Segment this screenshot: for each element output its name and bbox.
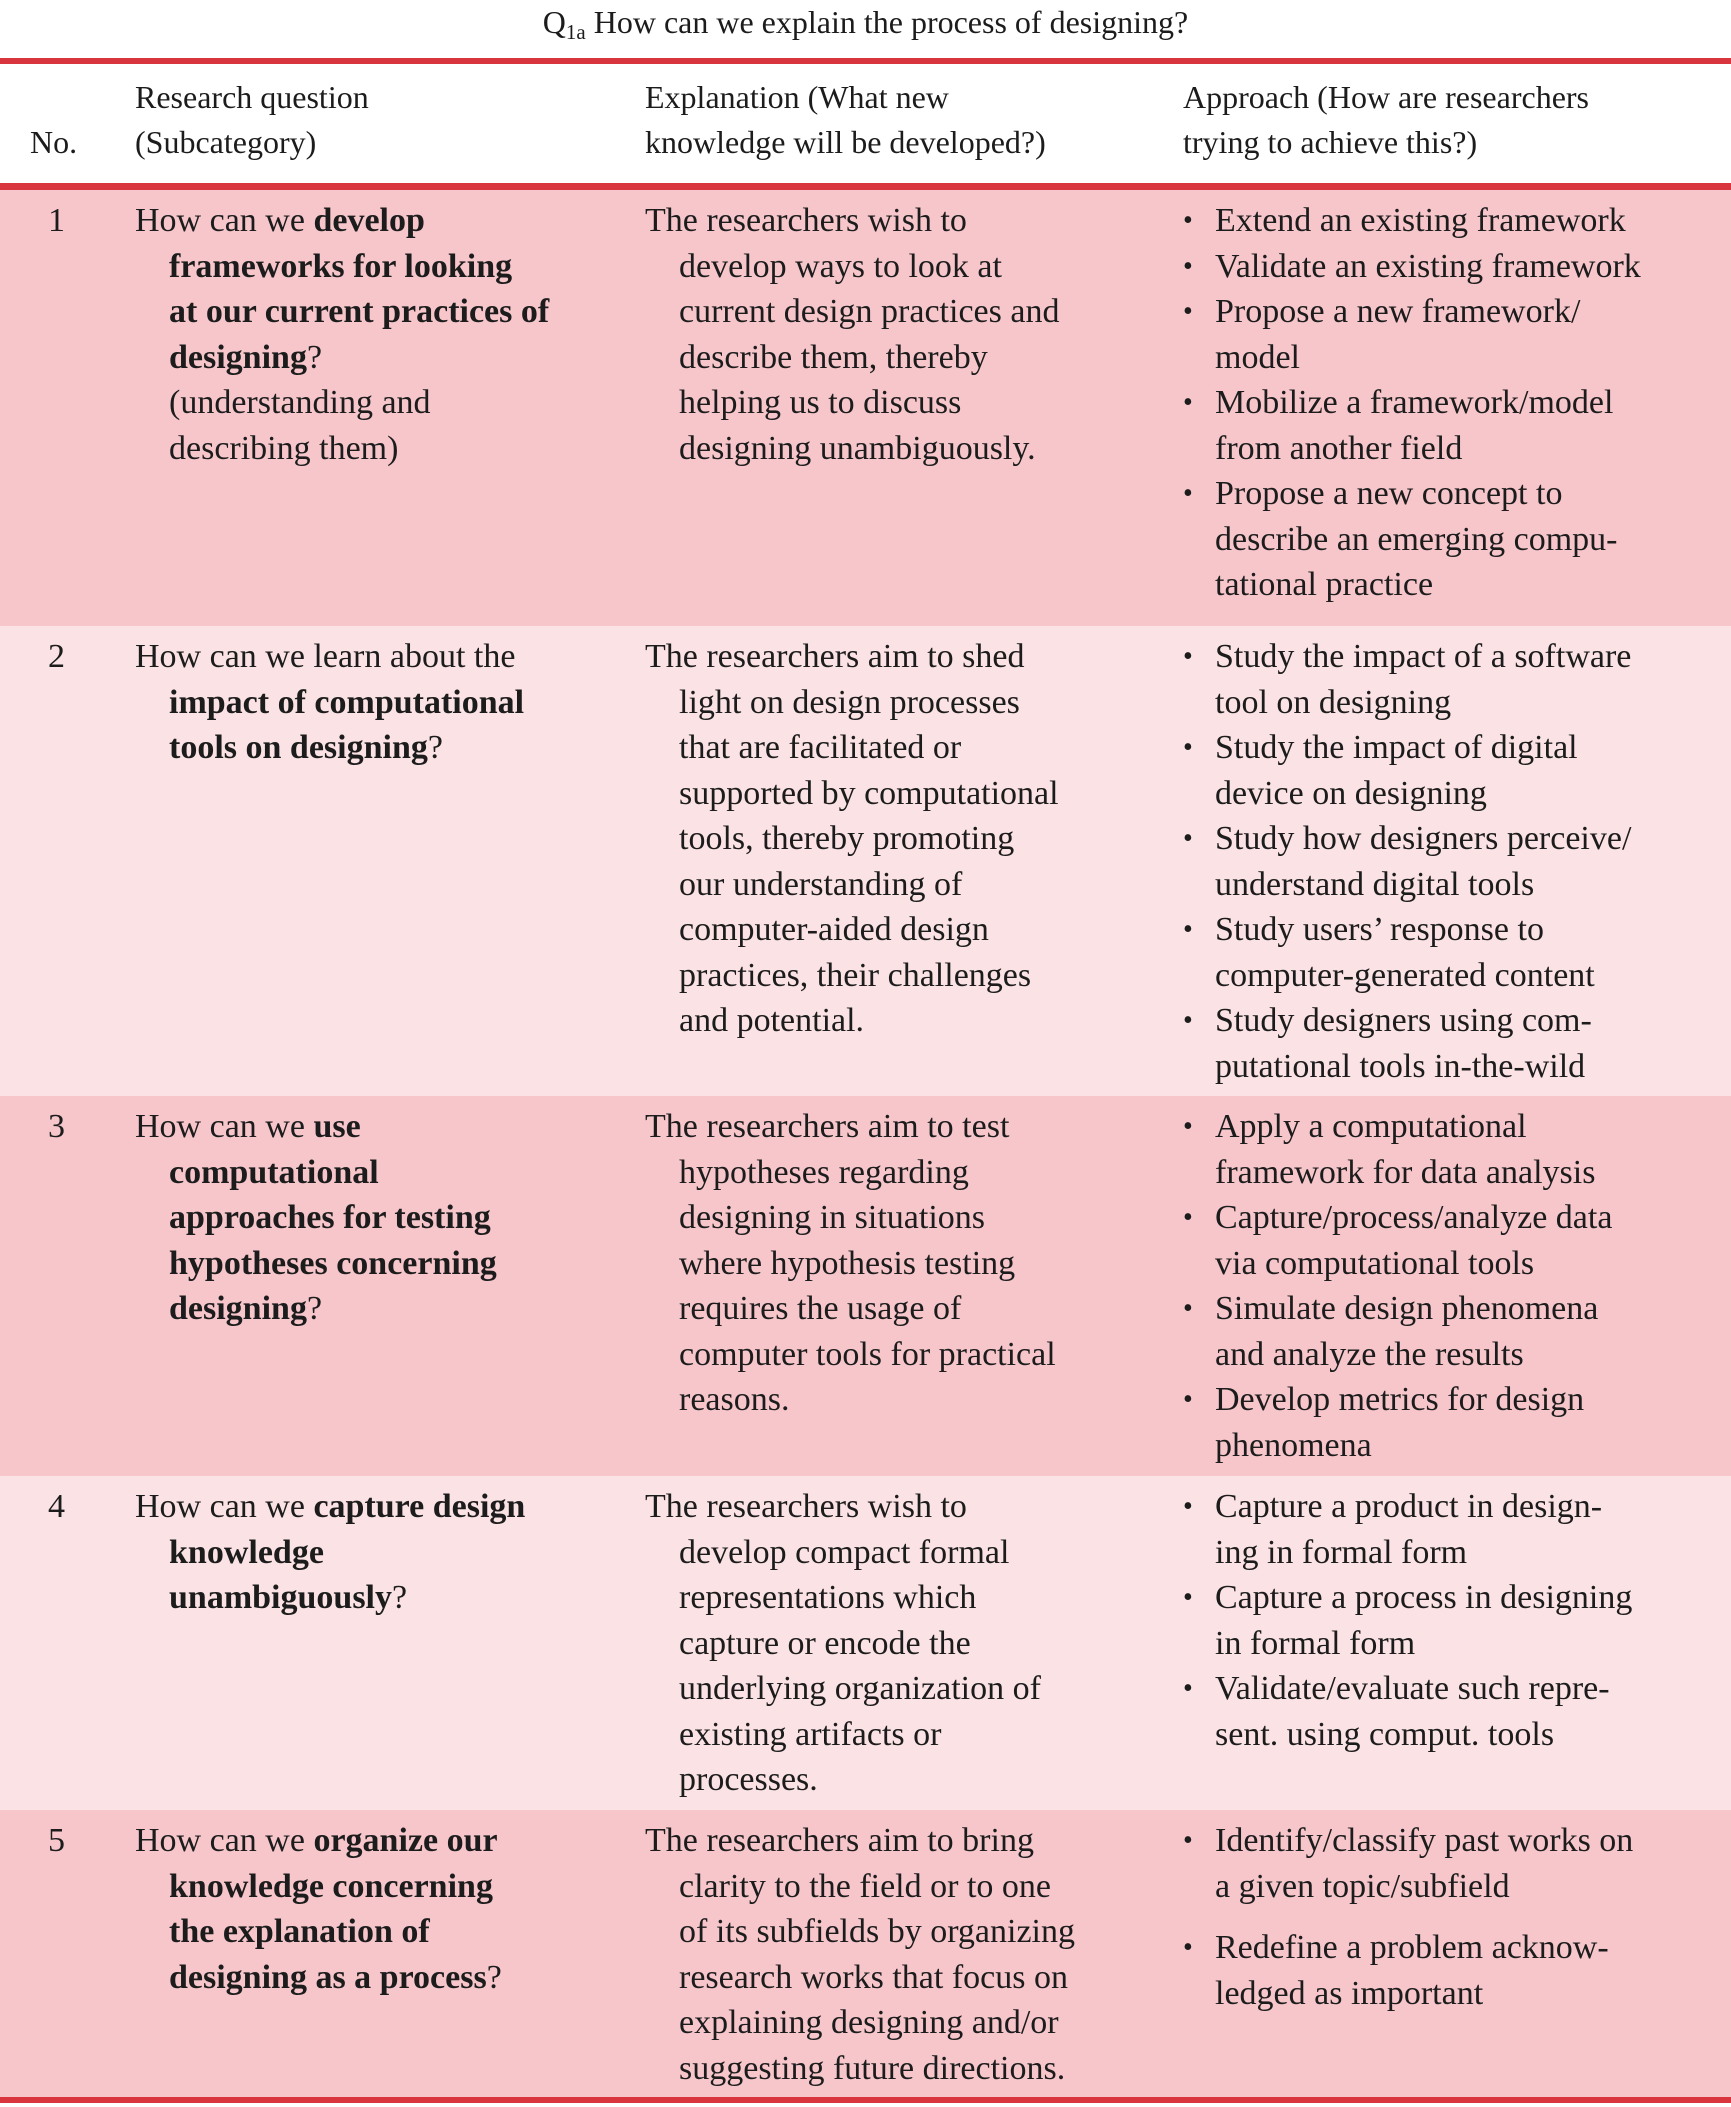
approach-line: Study how designers perceive/: [1215, 820, 1632, 857]
explanation: [645, 1818, 1165, 2091]
approach-item: [1183, 1484, 1723, 1575]
question-line: knowledge concerning: [169, 1867, 493, 1905]
approach-item: [1183, 907, 1723, 998]
table-row: [0, 1096, 1731, 1476]
explanation-line: The researchers wish to: [645, 1488, 967, 1525]
approach-line: putational tools in-the-wild: [1215, 1047, 1586, 1085]
question-line: designing?: [169, 1290, 323, 1327]
approach-item: [1183, 198, 1723, 244]
explanation-line: The researchers aim to shed: [645, 638, 1025, 675]
explanation-line: computer tools for practical: [679, 1335, 1056, 1373]
explanation-line: current design practices and: [679, 293, 1060, 330]
caption-prefix: Q: [542, 4, 566, 40]
explanation-line: processes.: [679, 1761, 818, 1798]
explanation-line: supported by computational: [679, 774, 1059, 812]
research-question: [135, 1104, 615, 1332]
header-question: [135, 75, 369, 165]
approach-line: ledged as important: [1215, 1974, 1484, 2012]
explanation-line: The researchers aim to test: [645, 1108, 1010, 1145]
explanation: [645, 198, 1165, 471]
explanation-line: suggesting future directions.: [679, 2049, 1066, 2087]
explanation-line: light on design processes: [679, 683, 1020, 721]
bullet-icon: •: [1183, 1384, 1193, 1415]
question-line: approaches for testing: [169, 1199, 491, 1236]
approach-list: [1183, 1484, 1723, 1757]
explanation-line: research works that focus on: [679, 1958, 1068, 1996]
bullet-icon: •: [1183, 1825, 1193, 1856]
question-line: How can we learn about the: [135, 638, 516, 675]
question-line: How can we use: [135, 1108, 361, 1145]
approach-item: [1183, 1286, 1723, 1377]
approach-list: [1183, 1818, 1723, 2016]
question-line: the explanation of: [169, 1913, 430, 1950]
bullet-icon: •: [1183, 914, 1193, 945]
approach-line: Capture a process in designing: [1215, 1579, 1633, 1616]
explanation-line: that are facilitated or: [679, 729, 962, 766]
header-question-line: Research question: [135, 79, 369, 115]
question-line: frameworks for looking: [169, 247, 513, 285]
approach-line: Apply a computational: [1215, 1108, 1527, 1145]
approach-line: Mobilize a framework/model: [1215, 384, 1614, 421]
research-question: [135, 198, 615, 471]
explanation-line: existing artifacts or: [679, 1715, 942, 1753]
question-line: computational: [169, 1153, 379, 1191]
bullet-icon: •: [1183, 478, 1193, 509]
approach-line: Capture a product in design-: [1215, 1488, 1603, 1525]
explanation-line: explaining designing and/or: [679, 2004, 1059, 2041]
question-line: How can we organize our: [135, 1822, 498, 1859]
header-no: No.: [30, 124, 78, 160]
table-header: [0, 64, 1731, 183]
bullet-icon: •: [1183, 1202, 1193, 1233]
explanation-line: computer-aided design: [679, 911, 989, 948]
bottom-rule: [0, 2097, 1731, 2103]
explanation-line: underlying organization of: [679, 1670, 1041, 1707]
approach-line: Redefine a problem acknow-: [1215, 1929, 1609, 1966]
table-caption: [0, 0, 1731, 52]
explanation: [645, 1104, 1165, 1423]
question-line: describing them): [169, 429, 399, 467]
approach-line: via computational tools: [1215, 1244, 1535, 1282]
approach-line: phenomena: [1215, 1426, 1372, 1464]
approach-line: ing in formal form: [1215, 1533, 1468, 1571]
row-number: 4: [48, 1488, 65, 1525]
approach: [1183, 1484, 1723, 1757]
explanation-line: clarity to the field or to one: [679, 1867, 1051, 1905]
approach-list: [1183, 1104, 1723, 1468]
row-number: 2: [48, 638, 65, 675]
approach-line: computer-generated content: [1215, 956, 1595, 994]
approach-list: [1183, 198, 1723, 608]
approach-line: from another field: [1215, 429, 1463, 467]
research-question: [135, 1484, 615, 1621]
approach-line: Identify/classify past works on: [1215, 1822, 1634, 1859]
header-explanation-line: Explanation (What new: [645, 79, 949, 115]
approach: [1183, 1818, 1723, 2016]
explanation: [645, 634, 1165, 1044]
question-line: at our current practices of: [169, 293, 550, 330]
explanation-line: helping us to discuss: [679, 384, 962, 421]
approach-item: [1183, 244, 1723, 290]
research-question: [135, 1818, 615, 2000]
approach-item: [1183, 634, 1723, 725]
bullet-icon: •: [1183, 205, 1193, 236]
approach-list: [1183, 634, 1723, 1089]
bullet-icon: •: [1183, 250, 1193, 282]
row-number: 1: [48, 202, 65, 239]
explanation-line: The researchers wish to: [645, 202, 967, 239]
approach: [1183, 198, 1723, 608]
bullet-icon: •: [1183, 387, 1193, 418]
explanation-line: designing unambiguously.: [679, 429, 1036, 467]
approach: [1183, 1104, 1723, 1468]
approach-line: Study users’ response to: [1215, 911, 1544, 948]
approach-item: [1183, 380, 1723, 471]
bullet-icon: •: [1183, 1491, 1193, 1522]
question-line: (understanding and: [169, 384, 431, 421]
approach-line: Extend an existing framework: [1215, 202, 1626, 239]
question-line: knowledge: [169, 1533, 324, 1571]
bullet-icon: •: [1183, 296, 1193, 327]
approach-line: understand digital tools: [1215, 865, 1535, 903]
approach-item: [1183, 1666, 1723, 1757]
question-line: How can we develop: [135, 202, 425, 239]
approach-item: [1183, 289, 1723, 380]
bullet-icon: •: [1183, 1005, 1193, 1036]
bullet-icon: •: [1183, 641, 1193, 672]
bullet-icon: •: [1183, 1673, 1193, 1704]
approach-item: [1183, 1818, 1723, 1909]
approach-line: Propose a new concept to: [1215, 475, 1563, 512]
explanation-line: of its subfields by organizing: [679, 1913, 1075, 1950]
research-question: [135, 634, 615, 771]
header-explanation: [645, 75, 1046, 165]
explanation-line: describe them, thereby: [679, 338, 988, 376]
explanation: [645, 1484, 1165, 1803]
question-line: hypotheses concerning: [169, 1244, 497, 1282]
question-line: designing?: [169, 338, 323, 376]
question-line: designing as a process?: [169, 1958, 502, 1996]
explanation-line: develop compact formal: [679, 1533, 1010, 1571]
bullet-icon: •: [1183, 1582, 1193, 1613]
question-line: tools on designing?: [169, 729, 443, 766]
table-row: [0, 1476, 1731, 1810]
approach-line: tational practice: [1215, 566, 1434, 603]
header-approach: [1183, 75, 1589, 165]
explanation-line: develop ways to look at: [679, 247, 1002, 285]
approach-line: in formal form: [1215, 1624, 1416, 1662]
explanation-line: representations which: [679, 1579, 977, 1616]
bullet-icon: •: [1183, 732, 1193, 763]
explanation-line: designing in situations: [679, 1199, 985, 1236]
approach-item: [1183, 1195, 1723, 1286]
explanation-line: The researchers aim to bring: [645, 1822, 1034, 1859]
approach-line: sent. using comput. tools: [1215, 1715, 1555, 1753]
approach-line: Simulate design phenomena: [1215, 1290, 1599, 1327]
approach-line: Study the impact of digital: [1215, 729, 1578, 766]
approach-line: and analyze the results: [1215, 1335, 1524, 1373]
approach-item: [1183, 1925, 1723, 2016]
approach-item: [1183, 1104, 1723, 1195]
approach-line: Study the impact of a software: [1215, 638, 1632, 675]
explanation-line: tools, thereby promoting: [679, 820, 1015, 857]
explanation-line: reasons.: [679, 1381, 790, 1418]
bullet-icon: •: [1183, 823, 1193, 854]
approach-line: describe an emerging compu-: [1215, 520, 1618, 558]
bullet-icon: •: [1183, 1111, 1193, 1142]
approach-line: Validate/evaluate such repre-: [1215, 1670, 1610, 1707]
approach-line: Develop metrics for design: [1215, 1381, 1585, 1418]
caption-subscript: 1a: [565, 20, 586, 44]
row-number: 5: [48, 1822, 65, 1859]
header-approach-line: Approach (How are researchers: [1183, 79, 1589, 115]
header-question-line: (Subcategory): [135, 124, 317, 160]
explanation-line: practices, their challenges: [679, 956, 1032, 994]
table-row: [0, 626, 1731, 1096]
explanation-line: where hypothesis testing: [679, 1244, 1016, 1282]
header-rule: [0, 183, 1731, 190]
header-approach-line: trying to achieve this?): [1183, 124, 1478, 160]
approach-item: [1183, 998, 1723, 1089]
row-number: 3: [48, 1108, 65, 1145]
approach-item: [1183, 1377, 1723, 1468]
explanation-line: capture or encode the: [679, 1624, 971, 1662]
approach: [1183, 634, 1723, 1089]
approach-line: Propose a new framework/: [1215, 293, 1581, 330]
bullet-icon: •: [1183, 1932, 1193, 1963]
approach-item: [1183, 471, 1723, 608]
approach-line: model: [1215, 338, 1300, 376]
approach-line: framework for data analysis: [1215, 1153, 1596, 1191]
table-row: [0, 1810, 1731, 2097]
table-row: [0, 190, 1731, 626]
explanation-line: hypotheses regarding: [679, 1153, 969, 1191]
approach-item: [1183, 1575, 1723, 1666]
question-line: impact of computational: [169, 683, 525, 721]
approach-line: device on designing: [1215, 774, 1487, 812]
approach-line: Study designers using com-: [1215, 1002, 1592, 1039]
approach-item: [1183, 725, 1723, 816]
explanation-line: requires the usage of: [679, 1290, 962, 1327]
caption-text: How can we explain the process of designing?: [585, 4, 1189, 40]
approach-item: [1183, 816, 1723, 907]
header-explanation-line: knowledge will be developed?): [645, 124, 1046, 160]
explanation-line: our understanding of: [679, 865, 963, 903]
approach-line: a given topic/subfield: [1215, 1867, 1510, 1905]
question-line: unambiguously?: [169, 1579, 408, 1616]
explanation-line: and potential.: [679, 1002, 865, 1039]
approach-line: Validate an existing framework: [1215, 247, 1641, 285]
bullet-icon: •: [1183, 1293, 1193, 1324]
approach-line: Capture/process/analyze data: [1215, 1199, 1613, 1236]
approach-line: tool on designing: [1215, 683, 1452, 721]
question-line: How can we capture design: [135, 1488, 526, 1525]
